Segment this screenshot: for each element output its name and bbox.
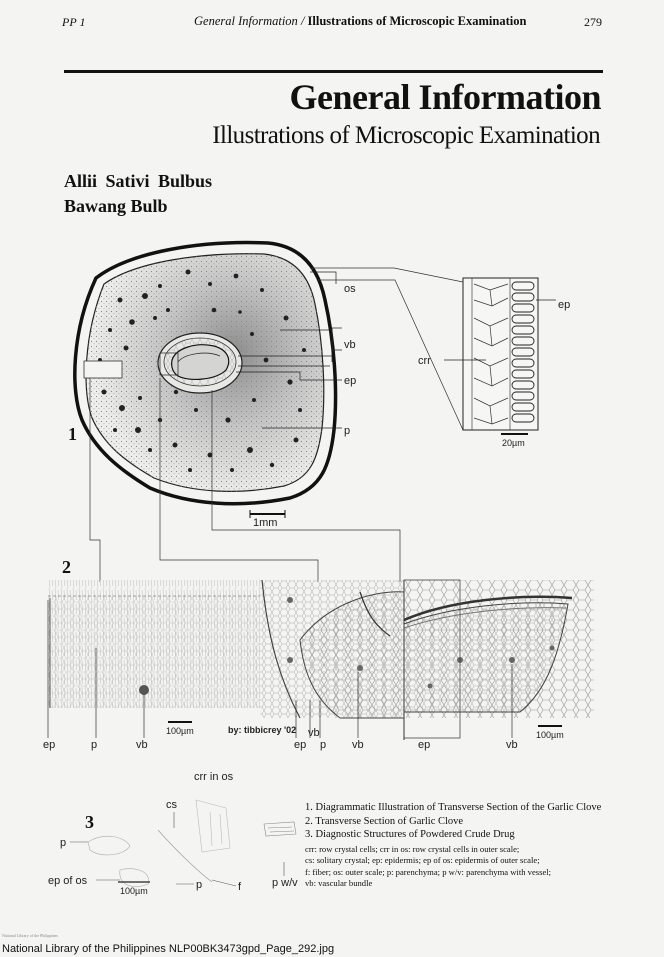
abbr-line-2: cs: solitary crystal; ep: epidermis; ep of os: epidermis of outer scale; bbox=[305, 855, 540, 865]
fig3-scale-100um: 100µm bbox=[120, 886, 148, 896]
fig3-label-p: p bbox=[60, 837, 67, 849]
detail-box-1 bbox=[84, 361, 122, 378]
page-title: General Information bbox=[289, 77, 601, 117]
outer-scale-detail bbox=[463, 278, 538, 430]
fig3-label-f: f bbox=[238, 881, 242, 893]
fig3-label-crr-in-os: crr in os bbox=[194, 771, 234, 783]
scale-1mm: 1mm bbox=[253, 517, 278, 529]
scan-footer: National Library of the Philippines NLP00BK3473gpd_Page_292.jpg bbox=[2, 943, 335, 955]
fig2-label-p: p bbox=[91, 739, 98, 751]
figure-legend bbox=[305, 801, 625, 890]
label-ep: ep bbox=[344, 375, 357, 387]
abbr-line-1: crr: row crystal cells; crr in os: row crystal cells in outer scale; bbox=[305, 843, 520, 854]
book-code: PP 1 bbox=[62, 15, 86, 29]
label-vb: vb bbox=[344, 339, 356, 351]
legend-item-3: 3. Diagnostic Structures of Powdered Crude Drug bbox=[305, 829, 515, 840]
artist-credit: by: tibbicrey '02 bbox=[228, 725, 297, 735]
fig2-label-vb-3: vb bbox=[352, 739, 364, 751]
drug-local-name: Bawang Bulb bbox=[64, 196, 168, 216]
legend-item-2: 2. Transverse Section of Garlic Clove bbox=[305, 815, 464, 827]
fig2-label-ep-2: ep bbox=[294, 739, 307, 751]
powder-fragments bbox=[88, 800, 296, 887]
fig2-label-ep: ep bbox=[43, 739, 56, 751]
fig3-label-ep-of-os: ep of os bbox=[48, 875, 88, 887]
fig2-label-vb: vb bbox=[136, 739, 148, 751]
legend-item-1: 1. Diagrammatic Illustration of Transverse Section of the Garlic Clove bbox=[305, 802, 602, 813]
label-os: os bbox=[344, 283, 356, 295]
fig2-label-p-2: p bbox=[320, 739, 327, 751]
fig3-label-p-wv: p w/v bbox=[272, 877, 298, 889]
figure-1-clove-section bbox=[68, 243, 570, 582]
fig3-label-p-2: p bbox=[196, 879, 203, 891]
scale-100um-a: 100µm bbox=[166, 726, 194, 736]
legend-abbreviations bbox=[305, 844, 625, 890]
fig2-label-ep-3: ep bbox=[418, 739, 431, 751]
page-number: 279 bbox=[584, 15, 602, 29]
label-p: p bbox=[344, 425, 351, 437]
figure-2-number: 2 bbox=[62, 557, 71, 577]
library-stamp: National Library of the Philippines bbox=[2, 933, 58, 938]
running-subsection: Illustrations of Microscopic Examination bbox=[307, 14, 527, 28]
page-subtitle: Illustrations of Microscopic Examination bbox=[212, 122, 600, 149]
inner-leaf bbox=[172, 345, 229, 380]
running-separator: / bbox=[300, 14, 305, 28]
figure-3-powdered-drug bbox=[48, 771, 298, 896]
scale-20um: 20µm bbox=[502, 438, 525, 448]
label-crr: crr bbox=[418, 355, 431, 367]
abbr-line-4: vb: vascular bundle bbox=[305, 878, 373, 888]
label-ep-detail: ep bbox=[558, 299, 571, 311]
figure-2-transverse-section bbox=[43, 557, 594, 751]
scale-100um-b: 100µm bbox=[536, 730, 564, 740]
abbr-line-3: f: fiber; os: outer scale; p: parenchyma; p w/v: parenchyma with vessel; bbox=[305, 866, 552, 877]
fig2-label-vb-2: vb bbox=[308, 727, 320, 739]
drug-latin-name: Allii Sativi Bulbus bbox=[64, 171, 213, 191]
fig3-label-cs: cs bbox=[166, 799, 177, 811]
fig2-label-vb-4: vb bbox=[506, 739, 518, 751]
figure-3-number: 3 bbox=[85, 812, 94, 832]
running-section: General Information bbox=[194, 14, 298, 28]
figure-1-number: 1 bbox=[68, 424, 77, 444]
